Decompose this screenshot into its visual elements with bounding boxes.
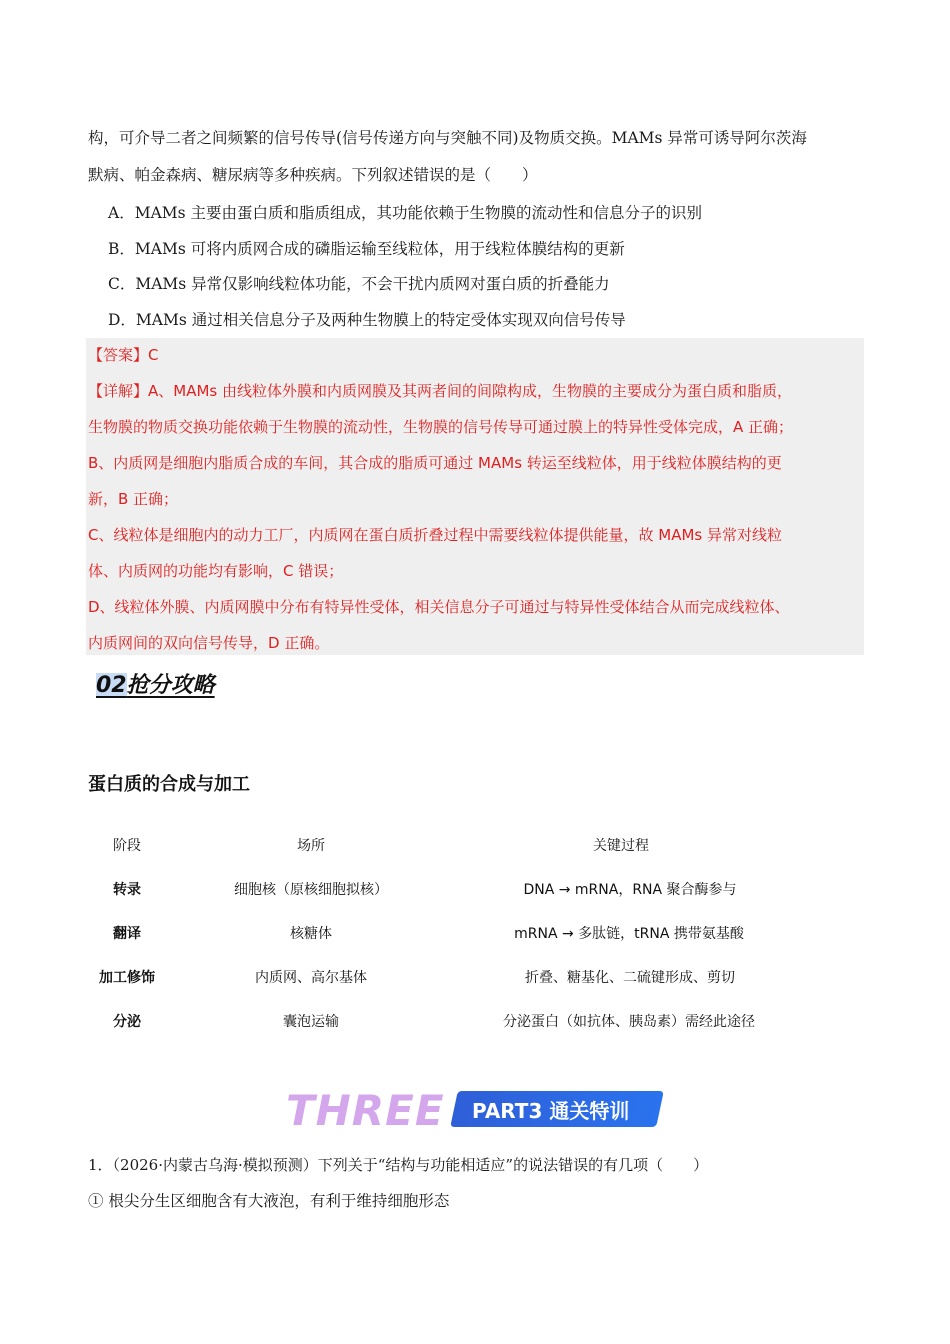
option-a: A．MAMs 主要由蛋白质和脂质组成，其功能依赖于生物膜的流动性和信息分子的识别	[108, 204, 703, 222]
table-cell: 翻译	[113, 926, 141, 942]
table-cell: 分泌	[113, 1014, 141, 1030]
table-cell: 细胞核（原核细胞拟核）	[234, 882, 388, 898]
question-item-1: ① 根尖分生区细胞含有大液泡，有利于维持细胞形态	[88, 1192, 450, 1210]
table-cell: 加工修饰	[99, 970, 155, 986]
table-header-process: 关键过程	[593, 838, 649, 854]
detail-line: 生物膜的物质交换功能依赖于生物膜的流动性，生物膜的信号传导可通过膜上的特异性受体完成，A 正确；	[88, 418, 794, 436]
detail-line: 【详解】A、MAMs 由线粒体外膜和内质网膜及其两者间的间隙构成，生物膜的主要成分为蛋白质和脂质，	[88, 382, 792, 400]
strategy-title: 抢分攻略	[126, 673, 215, 698]
table-cell: 分泌蛋白（如抗体、胰岛素）需经此途径	[503, 1014, 755, 1030]
part3-banner	[286, 1086, 666, 1136]
strategy-number: 02	[96, 673, 127, 698]
detail-line: B、内质网是细胞内脂质合成的车间，其合成的脂质可通过 MAMs 转运至线粒体，用于线粒体膜结构的更	[88, 454, 782, 472]
detail-line: 新，B 正确；	[88, 490, 179, 508]
table-cell: 内质网、高尔基体	[255, 970, 367, 986]
question-intro-line-1: 构，可介导二者之间频繁的信号传导(信号传递方向与突触不同)及物质交换。MAMs 异常可诱导阿尔茨海	[88, 129, 807, 147]
answer-line: 【答案】C	[88, 346, 159, 364]
detail-line: 体、内质网的功能均有影响，C 错误；	[88, 562, 344, 580]
detail-line: C、线粒体是细胞内的动力工厂，内质网在蛋白质折叠过程中需要线粒体提供能量，故 MAMs 异常对线粒	[88, 526, 782, 544]
question-intro-line-2: 默病、帕金森病、糖尿病等多种疾病。下列叙述错误的是（ ）	[88, 166, 538, 184]
table-header-stage: 阶段	[113, 838, 141, 854]
detail-line: D、线粒体外膜、内质网膜中分布有特异性受体，相关信息分子可通过与特异性受体结合从而完成线粒体、	[88, 598, 790, 616]
option-c: C．MAMs 异常仅影响线粒体功能，不会干扰内质网对蛋白质的折叠能力	[108, 275, 610, 293]
table-cell: 核糖体	[290, 926, 332, 942]
strategy-heading	[96, 668, 215, 699]
option-b: B．MAMs 可将内质网合成的磷脂运输至线粒体，用于线粒体膜结构的更新	[108, 240, 625, 258]
table-cell: 转录	[113, 882, 141, 898]
option-d: D．MAMs 通过相关信息分子及两种生物膜上的特定受体实现双向信号传导	[108, 311, 626, 329]
table-header-location: 场所	[297, 838, 325, 854]
banner-big-text: THREE	[286, 1086, 445, 1135]
table-cell: 折叠、糖基化、二硫键形成、剪切	[525, 970, 735, 986]
table-cell: mRNA → 多肽链，tRNA 携带氨基酸	[514, 926, 744, 942]
table-cell: 囊泡运输	[283, 1014, 339, 1030]
section-title: 蛋白质的合成与加工	[88, 774, 250, 795]
table-cell: DNA → mRNA，RNA 聚合酶参与	[523, 882, 737, 898]
detail-line: 内质网间的双向信号传导，D 正确。	[88, 634, 330, 652]
question-stem: 1．（2026·内蒙古乌海·模拟预测）下列关于“结构与功能相适应”的说法错误的有几项（ ）	[88, 1156, 709, 1174]
banner-badge-text: PART3 通关特训	[472, 1099, 630, 1123]
answer-box	[86, 338, 864, 655]
